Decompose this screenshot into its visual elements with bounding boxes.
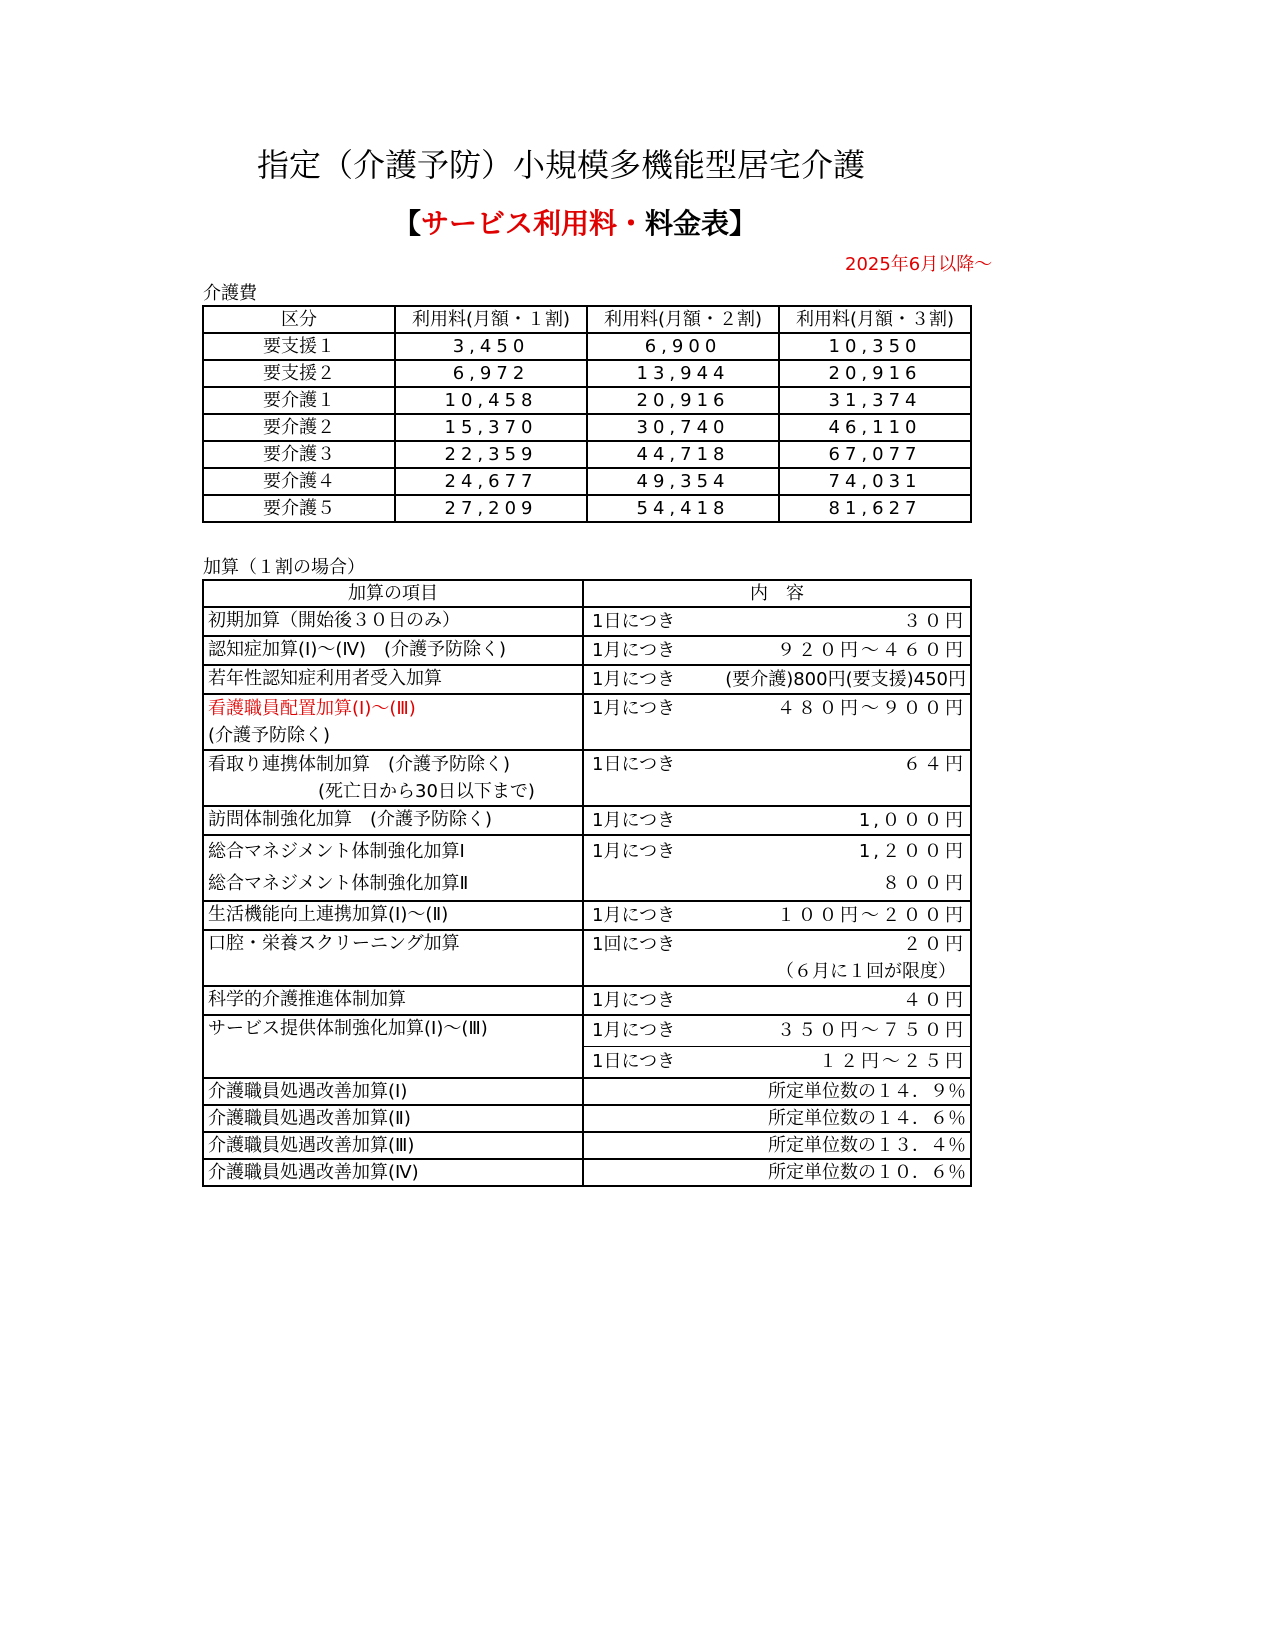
addition-name: 認知症加算(Ⅰ)～(Ⅳ) (介護予防除く): [203, 636, 583, 665]
addition-amount: 所定単位数の１０．６％: [583, 1159, 971, 1186]
care-header-3wari: 利用料(月額・３割): [779, 306, 971, 333]
addition-name: 口腔・栄養スクリーニング加算: [203, 930, 583, 986]
table-row: [203, 665, 971, 694]
addition-name: 看取り連携体制加算 (介護予防除く): [208, 754, 511, 775]
addition-amount-2: ８００円: [882, 873, 966, 894]
table-row: [203, 806, 971, 835]
addition-name-note: (死亡日から30日以下まで): [318, 781, 535, 802]
table-row: [203, 835, 971, 901]
care-level: 要介護４: [203, 468, 395, 495]
care-level: 要介護３: [203, 441, 395, 468]
table-row: [203, 1132, 971, 1159]
fee-1wari: 15,370: [395, 414, 587, 441]
addition-amount: 所定単位数の１３．４％: [583, 1132, 971, 1159]
addition-content: [583, 750, 971, 806]
addition-amount: 所定単位数の１４．６％: [583, 1105, 971, 1132]
fee-3wari: 20,916: [779, 360, 971, 387]
addition-unit: 1回につき: [592, 934, 676, 955]
addition-unit: 1日につき: [592, 754, 676, 775]
table-row: [203, 387, 971, 414]
addition-amount: ４８０円～９００円: [777, 698, 966, 719]
addition-name: 看護職員配置加算(Ⅰ)～(Ⅲ): [208, 698, 416, 719]
table-row: [203, 607, 971, 636]
addition-name-cell: [203, 750, 583, 806]
care-level: 要介護２: [203, 414, 395, 441]
care-level: 要支援１: [203, 333, 395, 360]
table-row: [203, 750, 971, 806]
subtitle-black-text: 料金表: [645, 207, 730, 240]
addition-unit: 1日につき: [592, 611, 676, 632]
addition-name: 総合マネジメント体制強化加算Ⅰ: [208, 841, 465, 862]
addition-unit: 1月につき: [592, 698, 676, 719]
addition-content: [583, 665, 971, 694]
table-row: [203, 636, 971, 665]
addition-name-2: 総合マネジメント体制強化加算Ⅱ: [208, 873, 469, 894]
table-row: [203, 441, 971, 468]
table-row: [203, 930, 971, 986]
fee-2wari: 6,900: [587, 333, 779, 360]
addition-name: 生活機能向上連携加算(Ⅰ)～(Ⅱ): [203, 901, 583, 930]
table-row: [203, 901, 971, 930]
addition-content: [583, 986, 971, 1015]
addition-amount: 1,０００円: [858, 810, 966, 831]
addition-name: サービス提供体制強化加算(Ⅰ)～(Ⅲ): [203, 1015, 583, 1078]
table-row: [203, 1159, 971, 1186]
additions-header-item: 加算の項目: [203, 580, 583, 607]
addition-name: 初期加算（開始後３０日のみ）: [203, 607, 583, 636]
care-header-kubun: 区分: [203, 306, 395, 333]
fee-3wari: 46,110: [779, 414, 971, 441]
addition-name: 介護職員処遇改善加算(Ⅲ): [203, 1132, 583, 1159]
fee-1wari: 3,450: [395, 333, 587, 360]
addition-amount: ３５０円～７５０円: [777, 1020, 966, 1041]
additions-header-content: 内 容: [583, 580, 971, 607]
table-row: [203, 468, 971, 495]
fee-1wari: 10,458: [395, 387, 587, 414]
addition-amount: 所定単位数の１４．９％: [583, 1078, 971, 1105]
addition-unit: 1月につき: [592, 905, 676, 926]
care-level: 要介護５: [203, 495, 395, 522]
addition-note: （６月に１回が限度）: [776, 961, 956, 982]
subtitle-open-bracket: 【: [393, 207, 422, 240]
addition-name: 介護職員処遇改善加算(Ⅳ): [203, 1159, 583, 1186]
additions-table: [202, 579, 972, 1187]
care-level: 要支援２: [203, 360, 395, 387]
fee-1wari: 24,677: [395, 468, 587, 495]
addition-content: [583, 930, 971, 986]
addition-amount: ２０円: [903, 934, 966, 955]
care-fee-table: [202, 305, 972, 523]
table-row: [203, 1078, 971, 1105]
addition-unit: 1月につき: [592, 990, 676, 1011]
addition-content: [583, 636, 971, 665]
fee-3wari: 10,350: [779, 333, 971, 360]
fee-3wari: 67,077: [779, 441, 971, 468]
addition-content: [583, 607, 971, 636]
fee-2wari: 54,418: [587, 495, 779, 522]
addition-name: 介護職員処遇改善加算(Ⅰ): [203, 1078, 583, 1105]
addition-unit: 1月につき: [592, 841, 676, 862]
fee-2wari: 20,916: [587, 387, 779, 414]
fee-2wari: 13,944: [587, 360, 779, 387]
table-row: [203, 333, 971, 360]
addition-name: 訪問体制強化加算 (介護予防除く): [203, 806, 583, 835]
additions-header-row: [203, 580, 971, 607]
addition-unit: 1月につき: [592, 1020, 676, 1041]
addition-name: 科学的介護推進体制加算: [203, 986, 583, 1015]
fee-3wari: 31,374: [779, 387, 971, 414]
care-section-label: 介護費: [203, 283, 257, 304]
care-level: 要介護１: [203, 387, 395, 414]
table-row: [203, 360, 971, 387]
care-table-header-row: [203, 306, 971, 333]
subtitle-close-bracket: 】: [729, 207, 758, 240]
table-row: [203, 986, 971, 1015]
addition-content: [583, 1015, 971, 1078]
addition-amount: ３０円: [903, 611, 966, 632]
addition-amount-2: １２円～２５円: [819, 1051, 966, 1072]
addition-unit: 1月につき: [592, 669, 676, 690]
addition-content: [583, 806, 971, 835]
fee-1wari: 22,359: [395, 441, 587, 468]
addition-name: 若年性認知症利用者受入加算: [203, 665, 583, 694]
additions-section-label: 加算（１割の場合）: [203, 557, 365, 578]
care-header-2wari: 利用料(月額・２割): [587, 306, 779, 333]
fee-2wari: 30,740: [587, 414, 779, 441]
table-row: [203, 495, 971, 522]
table-row: [203, 694, 971, 750]
addition-amount: ６４円: [903, 754, 966, 775]
page-subtitle: [393, 202, 757, 242]
page-title: 指定（介護予防）小規模多機能型居宅介護: [257, 146, 866, 184]
fee-3wari: 74,031: [779, 468, 971, 495]
table-row: [203, 1105, 971, 1132]
addition-content: [583, 835, 971, 901]
addition-name-cell: [203, 835, 583, 901]
table-row: [203, 414, 971, 441]
effective-date: 2025年6月以降～: [845, 254, 993, 275]
addition-name-cell: [203, 694, 583, 750]
fee-3wari: 81,627: [779, 495, 971, 522]
addition-name: 介護職員処遇改善加算(Ⅱ): [203, 1105, 583, 1132]
fee-1wari: 6,972: [395, 360, 587, 387]
subtitle-red-text: サービス利用料・: [421, 207, 646, 240]
addition-unit-2: 1日につき: [592, 1051, 676, 1072]
fee-2wari: 44,718: [587, 441, 779, 468]
addition-unit: 1月につき: [592, 640, 676, 661]
fee-2wari: 49,354: [587, 468, 779, 495]
addition-name-note: (介護予防除く): [208, 725, 331, 746]
addition-amount: (要介護)800円(要支援)450円: [725, 669, 966, 690]
addition-amount: ９２０円～４６０円: [777, 640, 966, 661]
addition-content: [583, 901, 971, 930]
addition-amount: １００円～２００円: [777, 905, 966, 926]
addition-amount: ４０円: [903, 990, 966, 1011]
table-row: [203, 1015, 971, 1078]
addition-amount: 1,２００円: [858, 841, 966, 862]
care-header-1wari: 利用料(月額・１割): [395, 306, 587, 333]
addition-content: [583, 694, 971, 750]
fee-1wari: 27,209: [395, 495, 587, 522]
addition-unit: 1月につき: [592, 810, 676, 831]
